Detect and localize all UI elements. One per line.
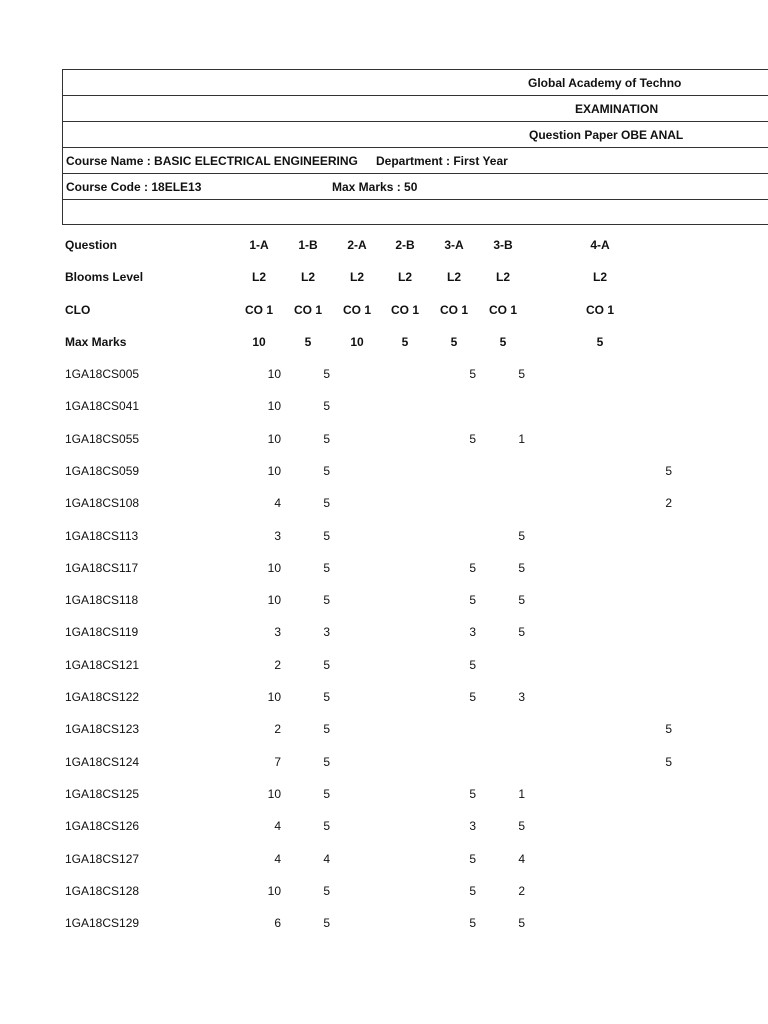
student-mark-cell: 5 [518,561,525,575]
student-usn: 1GA18CS126 [65,819,140,833]
student-usn: 1GA18CS122 [65,690,140,704]
student-mark-cell: 5 [469,593,476,607]
student-mark-cell: 10 [267,787,281,801]
info-row-cell: 5 [304,335,312,349]
student-mark-cell: 5 [665,755,672,769]
info-row-cell: CO 1 [244,303,274,317]
report-header [62,69,768,225]
info-row-cell: 3-A [444,238,464,252]
info-row-cell: CO 1 [488,303,518,317]
course-code: Course Code : 18ELE13 [66,180,202,194]
student-mark-cell: 2 [274,722,281,736]
course-name: Course Name : BASIC ELECTRICAL ENGINEERING [66,154,358,168]
header-row-analysis [63,122,768,148]
info-row-cell: 3-B [493,238,513,252]
info-row-cell: 4-A [590,238,610,252]
department: Department : First Year [376,154,508,168]
info-row-cell: 5 [450,335,458,349]
info-row-label: Blooms Level [65,270,144,284]
student-mark-cell: 5 [323,755,330,769]
student-mark-cell: 3 [274,625,281,639]
info-row-cell: L2 [446,270,462,284]
student-mark-cell: 5 [469,884,476,898]
info-row-cell: 2-A [347,238,367,252]
header-row-examination [63,96,768,122]
student-mark-cell: 2 [518,884,525,898]
student-mark-cell: 3 [274,529,281,543]
student-mark-cell: 10 [267,432,281,446]
student-mark-cell: 10 [267,884,281,898]
student-usn: 1GA18CS129 [65,916,140,930]
info-row-cell: L2 [300,270,316,284]
student-mark-cell: 5 [469,658,476,672]
info-row-cell: 5 [596,335,604,349]
student-mark-cell: 3 [469,625,476,639]
header-row-institute [63,70,768,96]
student-mark-cell: 4 [323,852,330,866]
student-mark-cell: 5 [665,464,672,478]
info-row-cell: L2 [251,270,267,284]
student-mark-cell: 5 [518,625,525,639]
student-mark-cell: 10 [267,464,281,478]
analysis-title: Question Paper OBE ANAL [529,128,684,142]
student-mark-cell: 5 [469,432,476,446]
info-row-cell: 1-B [298,238,318,252]
student-mark-cell: 10 [267,367,281,381]
info-row-label: CLO [65,303,91,317]
student-usn: 1GA18CS113 [65,529,139,543]
info-row-cell: 5 [401,335,409,349]
student-usn: 1GA18CS118 [65,593,139,607]
student-mark-cell: 6 [274,916,281,930]
student-mark-cell: 5 [518,916,525,930]
student-mark-cell: 10 [267,399,281,413]
student-usn: 1GA18CS124 [65,755,140,769]
info-row-cell: CO 1 [390,303,420,317]
student-mark-cell: 10 [267,593,281,607]
info-row-cell: CO 1 [585,303,615,317]
student-mark-cell: 1 [518,432,525,446]
student-mark-cell: 3 [518,690,525,704]
student-mark-cell: 5 [518,367,525,381]
student-mark-cell: 5 [518,529,525,543]
student-usn: 1GA18CS055 [65,432,140,446]
info-row-cell: L2 [592,270,608,284]
student-mark-cell: 10 [267,561,281,575]
header-row-course-code [63,174,768,200]
student-usn: 1GA18CS123 [65,722,140,736]
info-row-cell: CO 1 [293,303,323,317]
student-mark-cell: 5 [469,787,476,801]
examination-title: EXAMINATION [575,102,659,116]
student-mark-cell: 4 [274,852,281,866]
student-mark-cell: 4 [274,819,281,833]
info-row-cell: 5 [499,335,507,349]
student-mark-cell: 5 [323,561,330,575]
student-mark-cell: 5 [323,658,330,672]
student-mark-cell: 5 [323,367,330,381]
info-row-cell: 10 [252,335,266,349]
info-row-cell: CO 1 [342,303,372,317]
info-row-label: Question [65,238,118,252]
header-row-course-name [63,148,768,174]
student-usn: 1GA18CS127 [65,852,140,866]
student-mark-cell: 5 [323,787,330,801]
info-row-cell: L2 [349,270,365,284]
student-mark-cell: 2 [274,658,281,672]
student-usn: 1GA18CS125 [65,787,140,801]
student-mark-cell: 5 [323,496,330,510]
info-row-cell: L2 [495,270,511,284]
student-mark-cell: 5 [323,690,330,704]
student-mark-cell: 5 [323,529,330,543]
student-usn: 1GA18CS117 [65,561,139,575]
info-row-cell: L2 [397,270,413,284]
student-mark-cell: 5 [323,399,330,413]
student-mark-cell: 3 [469,819,476,833]
student-mark-cell: 3 [323,625,330,639]
student-mark-cell: 5 [518,819,525,833]
max-marks-header: Max Marks : 50 [332,180,418,194]
student-mark-cell: 5 [469,916,476,930]
info-row-cell: 10 [350,335,364,349]
student-mark-cell: 5 [518,593,525,607]
institute-name: Global Academy of Techno [528,76,682,90]
student-mark-cell: 5 [469,367,476,381]
student-usn: 1GA18CS128 [65,884,140,898]
student-mark-cell: 4 [274,496,281,510]
student-usn: 1GA18CS041 [65,399,140,413]
student-usn: 1GA18CS121 [65,658,140,672]
student-mark-cell: 5 [665,722,672,736]
student-mark-cell: 4 [518,852,525,866]
student-usn: 1GA18CS005 [65,367,140,381]
student-mark-cell: 5 [323,593,330,607]
student-mark-cell: 5 [323,432,330,446]
student-mark-cell: 5 [469,561,476,575]
info-row-cell: 2-B [395,238,415,252]
header-row-blank [63,200,768,226]
info-row-cell: CO 1 [439,303,469,317]
student-mark-cell: 5 [469,690,476,704]
student-mark-cell: 5 [323,819,330,833]
info-row-cell: 1-A [249,238,269,252]
student-mark-cell: 10 [267,690,281,704]
student-mark-cell: 7 [274,755,281,769]
student-usn: 1GA18CS108 [65,496,140,510]
student-usn: 1GA18CS119 [65,625,139,639]
info-row-label: Max Marks [65,335,127,349]
student-usn: 1GA18CS059 [65,464,140,478]
student-mark-cell: 5 [323,464,330,478]
student-mark-cell: 5 [323,884,330,898]
student-mark-cell: 5 [323,722,330,736]
student-mark-cell: 5 [469,852,476,866]
student-mark-cell: 2 [665,496,672,510]
student-mark-cell: 5 [323,916,330,930]
student-mark-cell: 1 [518,787,525,801]
